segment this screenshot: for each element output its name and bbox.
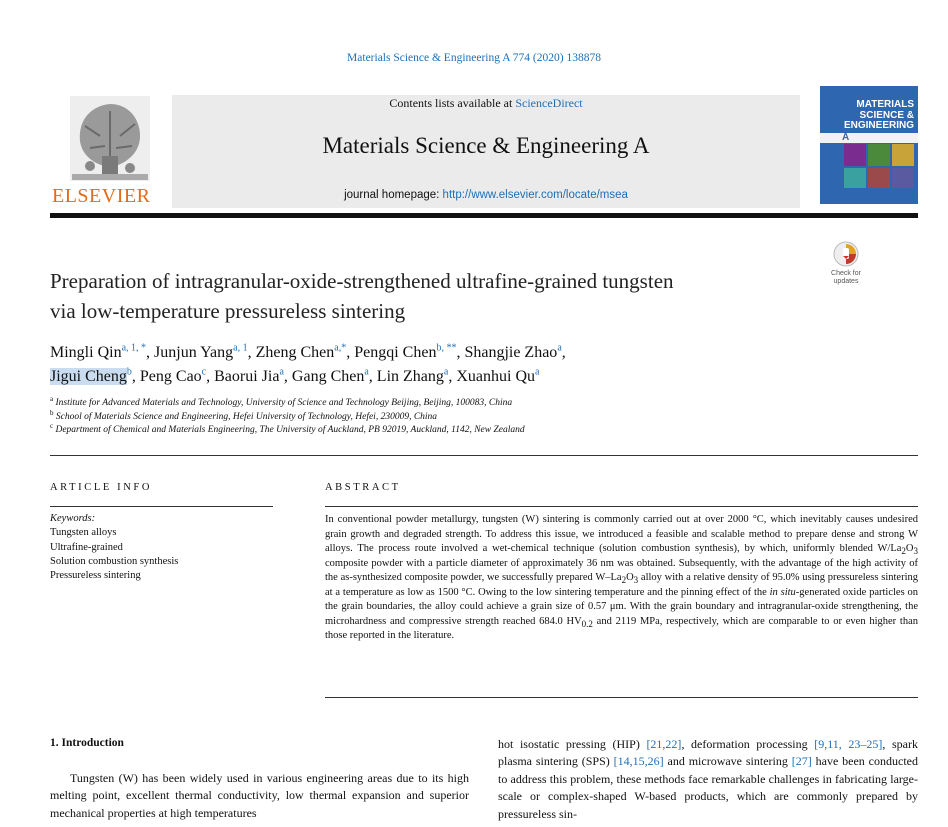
- divider: [50, 506, 273, 507]
- abstract-text: In conventional powder metallurgy, tungsten (W) sintering is commonly carried out at over 2000 °C, which inevitably causes undesired grain growth and degraded strength. To address this issue, we introduced a feasible and scalable method to prepare dense and strong W alloys. The process route involved a wet-chemical technique (solution combustion synthesis), by which, uniformly blended $W/La_2O_3$ composite powder with a particle diameter of approximately 36 nm was obtained. Subsequently, with the advantage of the high activity of the as-synthesized composite powder, we successfully prepared $W-La_2O_3$ alloy with a relative density of 95.0% using pressureless sintering at a temperature as low as 1500 °C. Owing to the low sintering temperature and the pinning effect of the in situ-generated oxide particles on the grain boundaries, the alloy could achieve a grain size of 0.57 μm. With the grain boundary and intragranular-oxide strengthening, the microhardness and compressive strength reached 684.0 $HV_{0.2}$ and 2119 MPa, respectively, which are comparable to or even higher than those reported in the literature.: [325, 514, 918, 641]
- author[interactable]: Junjun Yang$^{a, 1}$: [154, 342, 248, 361]
- affiliation: $^b$ School of Materials Science and Engineering, Hefei University of Technology, Hefei, 230009, China: [50, 408, 438, 422]
- affiliation: $^a$ Institute for Advanced Materials and Technology, University of Science and Technology Beijing, Beijing, 100083, China: [50, 394, 513, 408]
- author[interactable]: Baorui Jia$^a$: [214, 366, 284, 385]
- reference-link[interactable]: [21,22]: [646, 737, 682, 751]
- author[interactable]: Xuanhui Qu$^a$: [456, 366, 540, 385]
- journal-citation[interactable]: Materials Science & Engineering A 774 (2020) 138878: [347, 52, 601, 64]
- author[interactable]: Peng Cao$^c$: [139, 366, 207, 385]
- author[interactable]: Gang Chen$^a$: [291, 366, 369, 385]
- keywords-label: Keywords:: [50, 513, 96, 524]
- intro-left-column: Tungsten (W) has been widely used in various engineering areas due to its high melting point, excellent thermal conductivity, low thermal expansion and superior mechanical properties at high temperatures: [50, 771, 469, 820]
- reference-link[interactable]: [9,11, 23–25]: [814, 737, 883, 751]
- author[interactable]: Pengqi Chen$^{b, **}$: [354, 342, 457, 361]
- intro-right-column: hot isostatic pressing (HIP) [21,22], deformation processing [9,11, 23–25], spark plasma sintering (SPS) [14,15,26] and microwave sintering [27] have been conducted to address this problem, these methods face remarkable challenges in fabricating large-scale or complex-shaped W-based products, which are commonly prepared by pressureless sin-: [498, 737, 918, 821]
- article-title: Preparation of intragranular-oxide-strengthened ultrafine-grained tungsten via low-temperature pressureless sintering: [50, 269, 674, 323]
- author[interactable]: Lin Zhang$^a$: [376, 366, 449, 385]
- article-info-heading: ARTICLE INFO: [50, 482, 153, 493]
- journal-homepage: journal homepage: http://www.elsevier.com/locate/msea: [344, 189, 628, 201]
- author-highlighted[interactable]: Jigui Cheng$^b$: [50, 366, 132, 385]
- elsevier-logo: [50, 86, 170, 206]
- sciencedirect-link[interactable]: ScienceDirect: [515, 96, 583, 110]
- divider: [50, 455, 918, 456]
- reference-link[interactable]: [14,15,26]: [613, 754, 664, 769]
- keyword: Tungsten alloys: [50, 527, 117, 539]
- check-for-updates-button[interactable]: Check for updates: [822, 241, 870, 286]
- section-heading: 1. Introduction: [50, 737, 124, 749]
- keywords-block: [50, 512, 270, 583]
- keyword: Pressureless sintering: [50, 570, 141, 582]
- author[interactable]: Shangjie Zhao$^a$: [464, 342, 562, 361]
- divider: [325, 697, 918, 698]
- affiliation: $^c$ Department of Chemical and Materials Engineering, The University of Auckland, PB 92019, Auckland, 1142, New Zealand: [50, 421, 525, 435]
- divider: [325, 506, 918, 507]
- homepage-link[interactable]: http://www.elsevier.com/locate/msea: [442, 189, 628, 201]
- cover-micrographs: [844, 144, 914, 188]
- author[interactable]: Mingli Qin$^{a, 1, *}$: [50, 342, 147, 361]
- journal-title: Materials Science & Engineering A: [322, 133, 650, 158]
- author-list: Mingli Qin$^{a, 1, *}$, Junjun Yang$^{a, 1}$, Zheng Chen$^{a,*}$, Pengqi Chen$^{b, **}$, Shangjie Zhao$^a$, Jigui Cheng$^b$, Peng Cao$^c$, Baorui Jia$^a$, Gang Chen$^a$, Lin Zhang$^a$, Xuanhui Qu$^a$: [50, 342, 566, 385]
- keyword: Ultrafine-grained: [50, 541, 123, 553]
- cover-stripe: [820, 133, 918, 143]
- keyword: Solution combustion synthesis: [50, 555, 179, 567]
- header-rule: [50, 213, 918, 218]
- author[interactable]: Zheng Chen$^{a,*}$: [255, 342, 347, 361]
- abstract-heading: ABSTRACT: [325, 482, 401, 493]
- reference-link[interactable]: [27]: [791, 754, 812, 769]
- publisher-name: ELSEVIER: [52, 185, 151, 206]
- journal-header: [172, 95, 800, 208]
- contents-line: Contents lists available at ScienceDirect: [389, 96, 583, 110]
- journal-cover-image[interactable]: [820, 86, 918, 204]
- cover-title: MATERIALS SCIENCE & ENGINEERING: [843, 99, 914, 131]
- cover-letter: A: [842, 132, 850, 143]
- affiliations: [50, 394, 850, 438]
- check-updates-icon: [833, 241, 859, 267]
